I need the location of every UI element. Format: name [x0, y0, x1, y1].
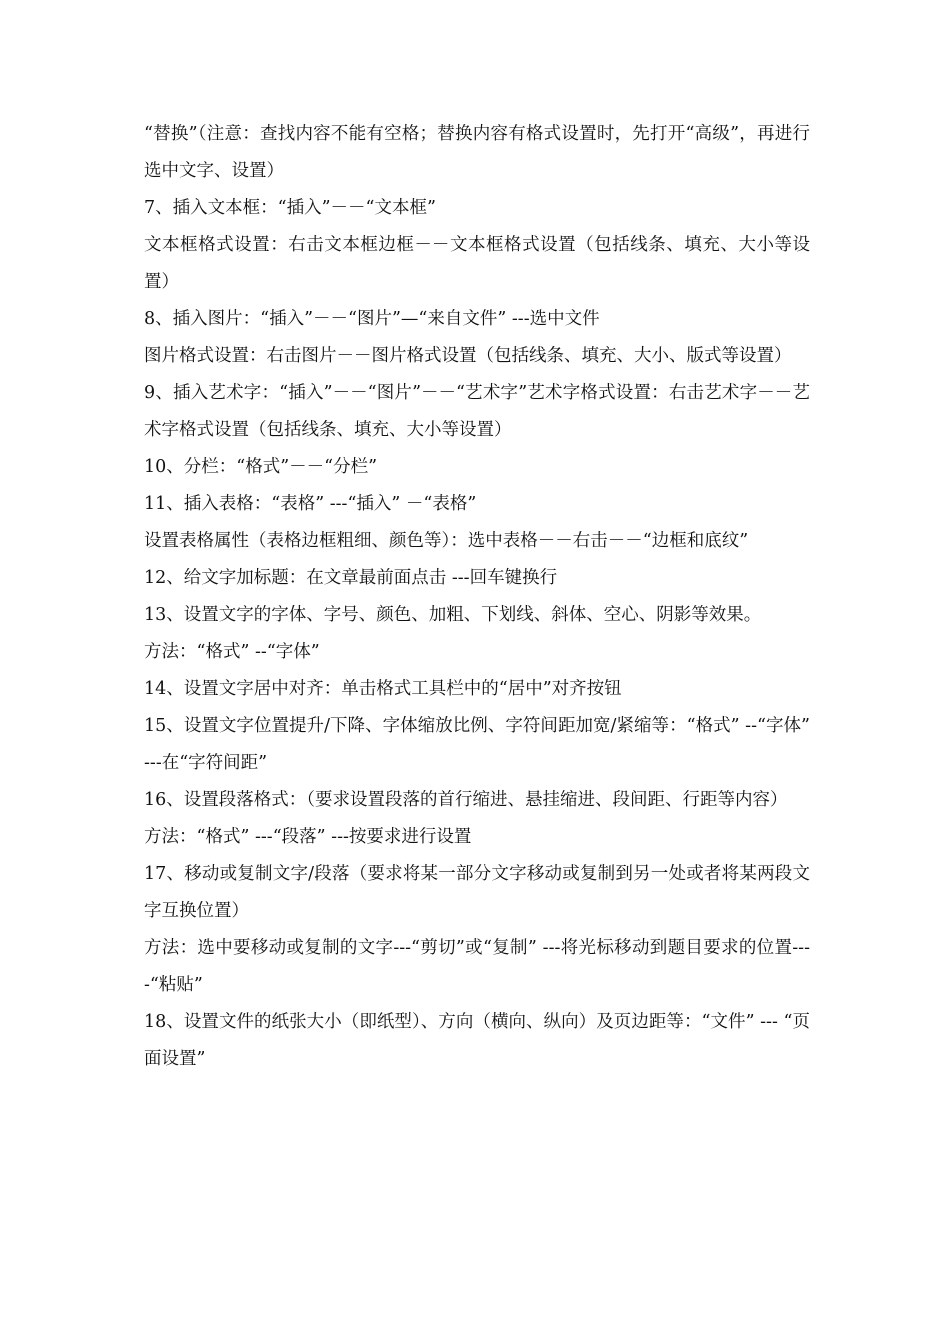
- paragraph-12-add-title: 12、给文字加标题：在文章最前面点击 ---回车键换行: [144, 568, 558, 588]
- paragraph-16-method: 方法：“格式” ---“段落” ---按要求进行设置: [144, 827, 472, 847]
- paragraph-18-page-setup: 18、设置文件的纸张大小（即纸型）、方向（横向、纵向）及页边距等：“文件” --- “页面设置”: [144, 1012, 810, 1069]
- paragraph-16-paragraph-format: 16、设置段落格式：（要求设置段落的首行缩进、悬挂缩进、段间距、行距等内容）: [144, 790, 788, 810]
- paragraph-11-insert-table: 11、插入表格：“表格” ---“插入” －“表格”: [144, 494, 477, 514]
- paragraph-picture-format: 图片格式设置：右击图片－－图片格式设置（包括线条、填充、大小、版式等设置）: [144, 346, 792, 366]
- paragraph-textbox-format: 文本框格式设置：右击文本框边框－－文本框格式设置（包括线条、填充、大小等设置）: [144, 235, 810, 292]
- paragraph-15-character-spacing: 15、设置文字位置提升/下降、字体缩放比例、字符间距加宽/紧缩等：“格式” --“字体” ---在“字符间距”: [144, 716, 810, 773]
- paragraph-17-method: 方法：选中要移动或复制的文字---“剪切”或“复制” ---将光标移动到题目要求的位置----“粘贴”: [144, 938, 810, 995]
- document-body: [144, 116, 810, 1078]
- paragraph-8-insert-picture: 8、插入图片：“插入”－－“图片”—“来自文件” ---选中文件: [144, 309, 600, 329]
- paragraph-replace-note: “替换”（注意：查找内容不能有空格；替换内容有格式设置时，先打开“高级”，再进行选中文字、设置）: [144, 124, 810, 181]
- paragraph-13-method: 方法：“格式” --“字体”: [144, 642, 320, 662]
- paragraph-9-insert-wordart: 9、插入艺术字：“插入”－－“图片”－－“艺术字”艺术字格式设置：右击艺术字－－艺术字格式设置（包括线条、填充、大小等设置）: [144, 383, 810, 440]
- paragraph-7-insert-textbox: 7、插入文本框：“插入”－－“文本框”: [144, 198, 436, 218]
- paragraph-table-properties: 设置表格属性（表格边框粗细、颜色等）：选中表格－－右击－－“边框和底纹”: [144, 531, 749, 551]
- paragraph-14-center-align: 14、设置文字居中对齐：单击格式工具栏中的“居中”对齐按钮: [144, 679, 622, 699]
- paragraph-10-columns: 10、分栏：“格式”－－“分栏”: [144, 457, 378, 477]
- paragraph-13-font-settings: 13、设置文字的字体、字号、颜色、加粗、下划线、斜体、空心、阴影等效果。: [144, 605, 762, 625]
- paragraph-17-move-copy: 17、移动或复制文字/段落（要求将某一部分文字移动或复制到另一处或者将某两段文字互换位置）: [144, 864, 810, 921]
